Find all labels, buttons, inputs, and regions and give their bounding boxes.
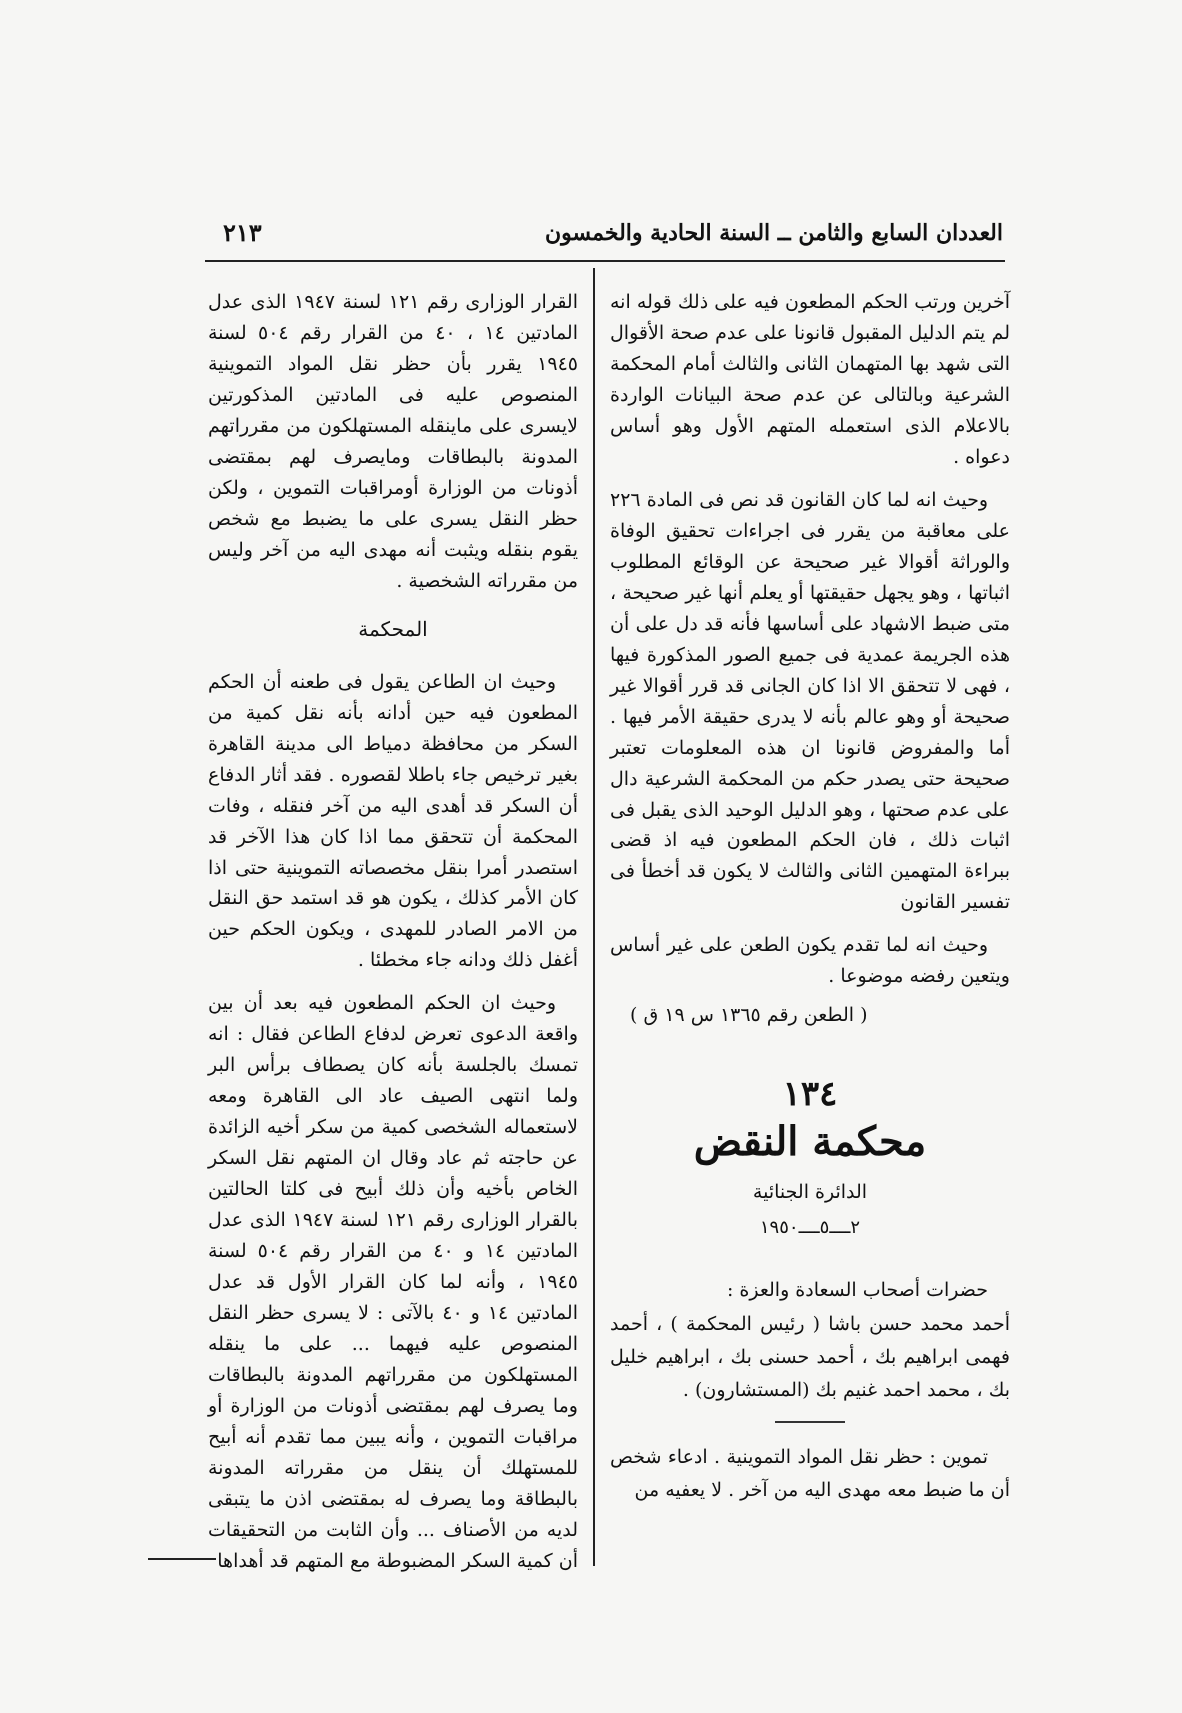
footer-rule xyxy=(148,1558,216,1560)
left-column xyxy=(208,287,578,1589)
court-name: محكمة النقض xyxy=(693,1118,927,1166)
section-number: ١٣٤ xyxy=(782,1074,838,1115)
ruling-header xyxy=(610,1074,1010,1238)
column-divider xyxy=(593,268,595,1566)
section-heading: المحكمة xyxy=(358,616,428,641)
bench-members xyxy=(610,1274,1010,1407)
paragraph: وحيث انه لما تقدم يكون الطعن على غير أساس ويتعين رفضه موضوعا . xyxy=(610,934,1010,988)
paragraph: وحيث ان الطاعن يقول فى طعنه أن الحكم المطعون فيه حين أدانه بأنه نقل كمية من السكر من محافظة دمياط الى مدينة القاهرة بغير ترخيص جاء باطلا لقصوره . فقد أثار الدفاع أن السكر قد أهدى اليه من آخر فنقله ، وفات المحكمة أن تتحقق مما اذا كان هذا الآخر قد استصدر أمرا بنقل مخصصاته التموينية حتى اذا كان الأمر كذلك ، يكون هو قد استمد حق النقل من الامر الصادر للمهدى ، ويكون الحكم حين أغفل ذلك ودانه جاء مخطئا . xyxy=(208,670,578,972)
separator-rule xyxy=(775,1421,845,1423)
paragraph: وحيث ان الحكم المطعون فيه بعد أن بين واقعة الدعوى تعرض لدفاع الطاعن فقال : انه تمسك بالجلسة بأنه كان يصطاف برأس البر ولما انتهى الصيف عاد الى القاهرة ومعه لاستعماله الشخصى كمية من سكر أخيه الزائدة عن حاجته ثم عاد وقال ان المتهم نقل السكر الخاص بأخيه وأن ذلك أبيح فى كلتا الحالتين بالقرار الوزارى رقم ١٢١ لسنة ١٩٤٧ الذى عدل المادتين ١٤ و ٤٠ من القرار رقم ٥٠٤ لسنة ١٩٤٥ ، وأنه لما كان القرار الأول قد عدل المادتين ١٤ و ٤٠ بالآتى : لا يسرى حظر النقل المنصوص عليه فيهما ... على ما ينقله المستهلكون من مقرراتهم المدونة بالبطاقات وما يصرف لهم بمقتضى أذونات من الوزارة أو مراقبات التموين ، وأنه يبين مما تقدم أنه أبيح للمستهلك أن ينقل من مقرراته المدونة بالبطاقة وما يصرف له بمقتضى اذن ما يتبقى لديه من الأصناف ... وأن الثابت من التحقيقات أن كمية السكر المضبوطة مع المتهم قد أهداها xyxy=(208,992,578,1572)
bench-intro: حضرات أصحاب السعادة والعزة : xyxy=(726,1279,988,1302)
case-reference: ( الطعن رقم ١٣٦٥ س ١٩ ق ) xyxy=(630,1004,868,1027)
bench-names: أحمد محمد حسن باشا ( رئيس المحكمة ) ، أحمد فهمى ابراهيم بك ، أحمد حسنى بك ، ابراهيم خليل بك ، محمد احمد غنيم بك (المستشارون) . xyxy=(610,1312,1010,1402)
circuit-name: الدائرة الجنائية xyxy=(752,1181,868,1204)
paragraph: القرار الوزارى رقم ١٢١ لسنة ١٩٤٧ الذى عدل المادتين ١٤ ، ٤٠ من القرار رقم ٥٠٤ لسنة ١٩٤٥ يقرر بأن حظر نقل المواد التموينية المنصوص عليه فى المادتين المذكورتين لايسرى على ماينقله المستهلكون من مقرراتهم المدونة بالبطاقات ومايصرف لهم بمقتضى أذونات من الوزارة أومراقبات التموين ، ولكن حظر النقل يسرى على ما يضبط مع شخص يقوم بنقله ويثبت أنه مهدى اليه من آخر وليس من مقرراته الشخصية . xyxy=(208,291,578,592)
right-column xyxy=(610,287,1010,1506)
ruling-date: ٢ــــ٥ــــ١٩٥٠ xyxy=(759,1217,861,1239)
paragraph: آخرين ورتب الحكم المطعون فيه على ذلك قوله انه لم يتم الدليل المقبول قانونا على عدم صحة الأقوال التى شهد بها المتهمان الثانى والثالث أمام المحكمة الشرعية وبالتالى عن عدم صحة البيانات الواردة بالاعلام الذى استعمله المتهم الأول وهو أساس دعواه . xyxy=(610,291,1010,468)
page-header xyxy=(205,218,1005,262)
paragraph: وحيث انه لما كان القانون قد نص فى المادة ٢٢٦ على معاقبة من يقرر فى اجراءات تحقيق الوفاة والوراثة أقوالا غير صحيحة عن الوقائع المطلوب اثباتها ، وهو يجهل حقيقتها أو يعلم أنها غير صحيحة ، متى ضبط الاشهاد على أساسها فأنه قد دل على أن هذه الجريمة عمدية فى جميع الصور المذكورة فيها ، فهى لا تتحقق الا اذا كان الجانى قد قرر أقوالا غير صحيحة أو وهو عالم بأنه لا يدرى حقيقة الأمر فيها . أما والمفروض قانونا ان هذه المعلومات تعتبر صحيحة حتى يصدر حكم من المحكمة الشرعية دال على عدم صحتها ، وهو الدليل الوحيد الذى يقبل فى اثبات ذلك ، فان الحكم المطعون فيه اذ قضى ببراءة المتهمين الثانى والثالث لا يكون قد أخطأ فى تفسير القانون xyxy=(610,488,1010,914)
topic-summary: تموين : حظر نقل المواد التموينية . ادعاء شخص أن ما ضبط معه مهدى اليه من آخر . لا يعفيه من xyxy=(610,1446,1010,1501)
page-number: ٢١٣ xyxy=(223,218,262,247)
header-title: العددان السابع والثامن ــ السنة الحادية والخمسون xyxy=(545,220,1003,246)
